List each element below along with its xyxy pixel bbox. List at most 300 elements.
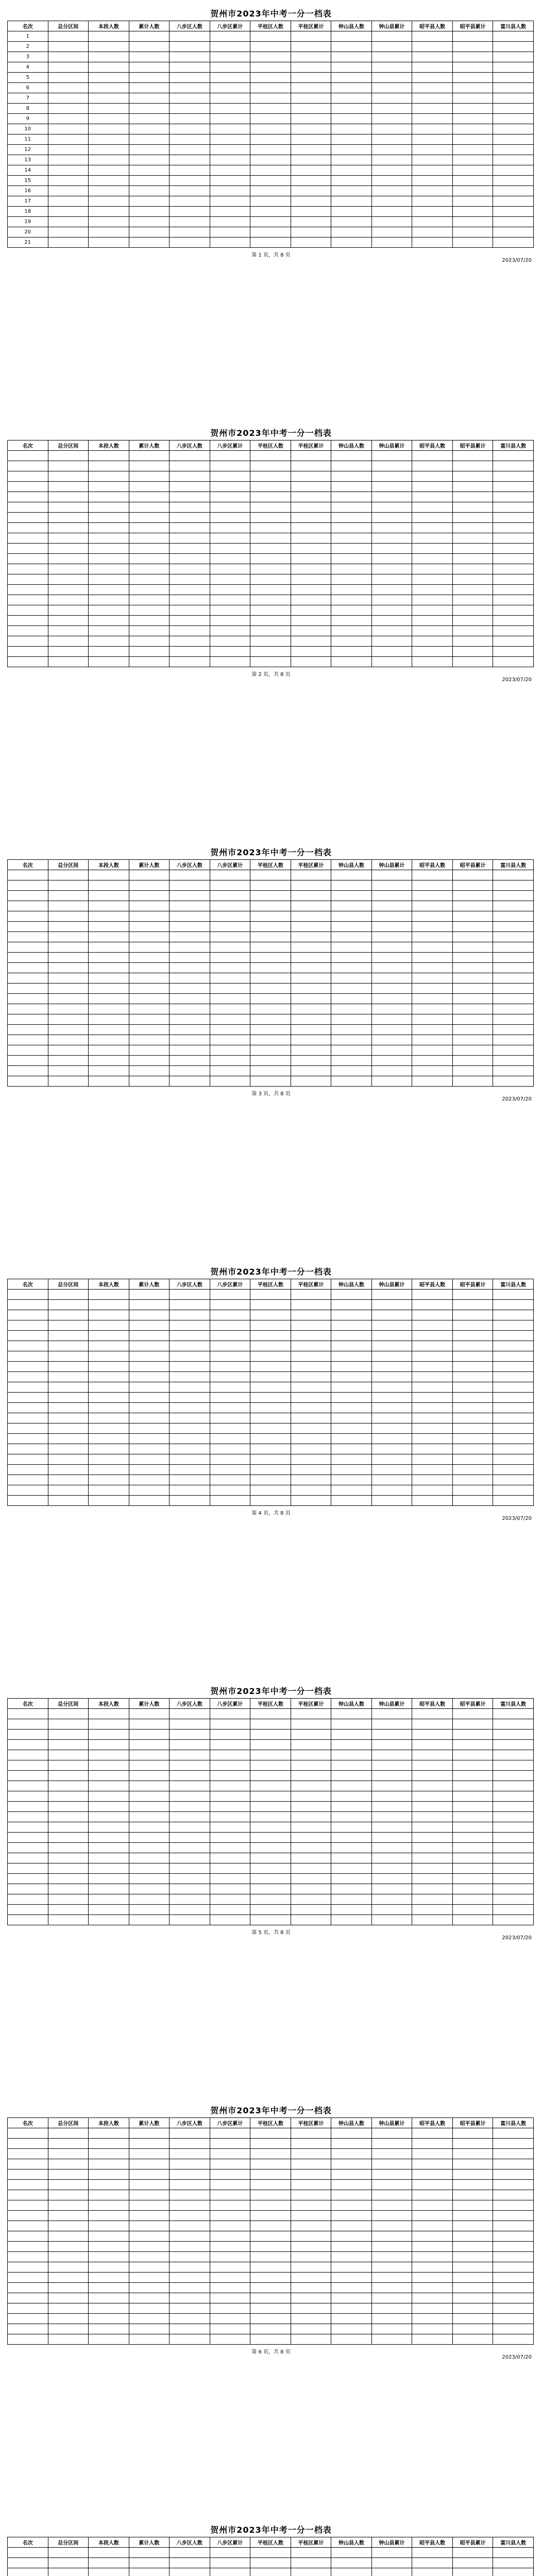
table-cell	[129, 134, 170, 145]
table-cell	[250, 492, 291, 502]
table-cell	[210, 1791, 250, 1802]
page-date: 2023/07/20	[502, 2354, 532, 2360]
table-cell	[129, 1853, 170, 1863]
table-cell	[8, 1719, 48, 1730]
table-cell	[452, 1874, 493, 1884]
table-cell	[250, 83, 291, 93]
column-header: 八步区人数	[170, 2537, 210, 2548]
table-cell	[331, 104, 372, 114]
table-row	[8, 2128, 534, 2139]
table-cell	[331, 2190, 372, 2200]
table-cell	[89, 1740, 129, 1750]
column-header: 名次	[8, 860, 48, 870]
table-cell	[291, 502, 331, 513]
table-cell	[291, 2262, 331, 2273]
table-cell	[48, 471, 89, 482]
table-cell	[129, 124, 170, 134]
column-header: 总分区间	[48, 440, 89, 451]
table-cell	[210, 1004, 250, 1014]
table-cell	[331, 1382, 372, 1393]
table-cell	[210, 585, 250, 595]
table-cell	[129, 2314, 170, 2324]
table-cell: 8	[8, 104, 48, 114]
table-cell	[170, 492, 210, 502]
table-cell	[371, 647, 412, 657]
table-cell	[493, 1341, 534, 1351]
table-row	[8, 1843, 534, 1853]
table-cell	[291, 1423, 331, 1434]
table-cell	[170, 2180, 210, 2190]
table-cell	[412, 626, 453, 636]
table-cell	[291, 1719, 331, 1730]
table-cell	[452, 2170, 493, 2180]
table-cell	[412, 104, 453, 114]
table-cell	[291, 2128, 331, 2139]
table-cell	[129, 1035, 170, 1045]
table-cell	[412, 2262, 453, 2273]
table-cell	[250, 2558, 291, 2568]
table-cell	[210, 2242, 250, 2252]
table-cell	[250, 605, 291, 616]
table-cell	[170, 1465, 210, 1475]
table-cell	[452, 2558, 493, 2568]
table-cell	[452, 1290, 493, 1300]
table-cell	[129, 1719, 170, 1730]
table-cell	[170, 62, 210, 73]
table-cell	[210, 605, 250, 616]
table-cell	[170, 1843, 210, 1853]
table-cell	[89, 482, 129, 492]
table-cell	[48, 564, 89, 574]
table-cell	[412, 52, 453, 62]
table-cell	[210, 471, 250, 482]
table-cell	[89, 636, 129, 647]
table-cell	[371, 657, 412, 667]
table-cell	[48, 2200, 89, 2211]
table-row	[8, 922, 534, 932]
table-cell	[89, 2242, 129, 2252]
table-cell	[210, 1863, 250, 1874]
column-header: 总分区间	[48, 21, 89, 31]
table-cell	[371, 1300, 412, 1310]
table-cell	[493, 165, 534, 176]
table-cell	[250, 1341, 291, 1351]
table-cell	[170, 2558, 210, 2568]
table-cell	[48, 31, 89, 42]
table-cell	[493, 1884, 534, 1894]
table-cell	[331, 1760, 372, 1771]
table-cell	[412, 2211, 453, 2221]
column-header: 八步区累计	[210, 1699, 250, 1709]
page-footer: 第 3 页，共 8 页	[251, 1091, 291, 1097]
table-cell	[331, 963, 372, 973]
table-cell	[48, 880, 89, 891]
table-cell	[493, 994, 534, 1004]
table-cell	[331, 942, 372, 953]
table-cell	[412, 207, 453, 217]
table-cell	[48, 1843, 89, 1853]
table-cell	[250, 2568, 291, 2576]
table-cell	[452, 1056, 493, 1066]
table-cell	[452, 1802, 493, 1812]
table-cell	[291, 2303, 331, 2314]
table-cell	[493, 533, 534, 544]
table-cell	[371, 1760, 412, 1771]
table-cell	[48, 134, 89, 145]
table-cell	[452, 1372, 493, 1382]
table-cell	[412, 973, 453, 984]
table-cell	[210, 227, 250, 238]
table-row	[8, 2221, 534, 2231]
table-cell	[210, 533, 250, 544]
table-cell	[89, 2283, 129, 2293]
table-cell	[371, 513, 412, 523]
table-cell	[210, 502, 250, 513]
table-cell	[452, 2314, 493, 2324]
table-cell	[48, 1771, 89, 1781]
table-cell	[452, 544, 493, 554]
table-cell	[210, 145, 250, 155]
table-cell	[210, 973, 250, 984]
table-cell	[129, 1730, 170, 1740]
page-date: 2023/07/20	[502, 677, 532, 683]
table-cell	[250, 2314, 291, 2324]
table-cell	[371, 2231, 412, 2242]
table-cell	[291, 953, 331, 963]
table-cell	[331, 217, 372, 227]
table-cell	[170, 1863, 210, 1874]
table-cell	[48, 2262, 89, 2273]
table-cell	[48, 2273, 89, 2283]
table-cell	[412, 1485, 453, 1496]
page-title: 贺州市2023年中考一分一档表	[210, 428, 332, 438]
table-cell	[170, 165, 210, 176]
table-cell	[48, 2190, 89, 2200]
table-cell	[48, 963, 89, 973]
table-cell	[170, 1853, 210, 1863]
table-cell	[493, 1905, 534, 1915]
table-cell	[291, 605, 331, 616]
table-cell	[170, 461, 210, 471]
table-cell	[493, 2170, 534, 2180]
table-cell	[291, 73, 331, 83]
table-row	[8, 616, 534, 626]
table-cell	[129, 647, 170, 657]
table-cell	[8, 2548, 48, 2558]
table-cell	[250, 1760, 291, 1771]
table-cell	[170, 523, 210, 533]
table-cell	[291, 104, 331, 114]
table-cell	[291, 1056, 331, 1066]
column-header: 八步区累计	[210, 2118, 250, 2128]
table-cell	[493, 1874, 534, 1884]
table-cell	[48, 932, 89, 942]
column-header: 八步区人数	[170, 21, 210, 31]
table-cell	[412, 145, 453, 155]
table-cell	[412, 227, 453, 238]
table-cell	[452, 1382, 493, 1393]
table-cell	[89, 1454, 129, 1465]
table-cell	[170, 636, 210, 647]
table-cell	[493, 647, 534, 657]
table-cell	[129, 891, 170, 901]
table-cell	[412, 533, 453, 544]
table-cell	[170, 585, 210, 595]
table-cell	[331, 1423, 372, 1434]
table-cell	[493, 595, 534, 605]
table-cell	[412, 616, 453, 626]
table-cell	[412, 1331, 453, 1341]
table-cell	[452, 1300, 493, 1310]
table-cell	[250, 502, 291, 513]
table-cell	[210, 953, 250, 963]
table-cell	[129, 1822, 170, 1833]
table-cell	[210, 616, 250, 626]
table-cell	[129, 93, 170, 104]
table-cell	[48, 1351, 89, 1362]
column-header: 钟山县人数	[331, 2537, 372, 2548]
table-cell	[412, 1423, 453, 1434]
column-header: 富川县人数	[493, 860, 534, 870]
table-cell	[452, 502, 493, 513]
table-cell	[452, 554, 493, 564]
table-row	[8, 1740, 534, 1750]
table-cell	[170, 2262, 210, 2273]
table-cell	[452, 1454, 493, 1465]
table-cell	[8, 544, 48, 554]
table-cell	[129, 461, 170, 471]
table-cell	[331, 1709, 372, 1719]
table-cell	[331, 1035, 372, 1045]
table-cell	[48, 1045, 89, 1056]
table-cell	[210, 523, 250, 533]
table-cell	[371, 1791, 412, 1802]
table-cell	[452, 2334, 493, 2345]
table-cell	[250, 564, 291, 574]
table-cell	[210, 1413, 250, 1423]
table-cell	[210, 2262, 250, 2273]
table-cell	[8, 1004, 48, 1014]
column-header: 平桂区人数	[250, 2118, 291, 2128]
table-cell	[452, 1884, 493, 1894]
table-cell	[493, 176, 534, 186]
table-cell	[89, 657, 129, 667]
table-cell	[493, 186, 534, 196]
table-cell	[170, 2568, 210, 2576]
column-header: 昭平县人数	[412, 21, 453, 31]
table-cell	[210, 911, 250, 922]
table-cell	[210, 1423, 250, 1434]
table-cell	[331, 605, 372, 616]
table-cell	[8, 1423, 48, 1434]
table-cell	[291, 1025, 331, 1035]
table-cell	[210, 2159, 250, 2170]
table-cell	[250, 2221, 291, 2231]
table-cell	[8, 2303, 48, 2314]
table-cell	[129, 1874, 170, 1884]
score-table	[7, 21, 534, 248]
table-cell	[291, 1802, 331, 1812]
table-cell	[250, 1403, 291, 1413]
table-cell	[129, 2211, 170, 2221]
table-cell	[291, 585, 331, 595]
table-cell	[250, 1905, 291, 1915]
table-row	[8, 1454, 534, 1465]
table-cell	[129, 492, 170, 502]
table-cell	[89, 1822, 129, 1833]
table-cell	[493, 2242, 534, 2252]
table-cell	[89, 2211, 129, 2221]
table-cell	[48, 83, 89, 93]
table-cell	[170, 1884, 210, 1894]
table-cell	[89, 1056, 129, 1066]
table-cell	[412, 2568, 453, 2576]
table-cell	[493, 963, 534, 973]
table-cell	[250, 451, 291, 461]
table-cell	[291, 2231, 331, 2242]
table-cell	[210, 1320, 250, 1331]
table-row	[8, 1812, 534, 1822]
table-cell	[8, 1905, 48, 1915]
table-cell	[210, 2558, 250, 2568]
table-cell	[412, 217, 453, 227]
column-header: 昭平县人数	[412, 1699, 453, 1709]
table-cell	[493, 52, 534, 62]
table-cell	[412, 564, 453, 574]
table-cell	[250, 1320, 291, 1331]
table-cell	[371, 1454, 412, 1465]
table-cell	[412, 1771, 453, 1781]
table-cell	[452, 513, 493, 523]
table-cell	[210, 114, 250, 124]
column-header: 平桂区累计	[291, 21, 331, 31]
table-cell	[371, 544, 412, 554]
table-cell	[89, 31, 129, 42]
table-cell	[291, 1014, 331, 1025]
table-cell	[371, 2200, 412, 2211]
table-cell	[452, 1066, 493, 1076]
table-cell	[170, 984, 210, 994]
table-cell	[250, 52, 291, 62]
table-cell	[8, 564, 48, 574]
table-cell	[48, 238, 89, 248]
table-cell	[170, 1382, 210, 1393]
table-cell	[89, 2262, 129, 2273]
table-cell	[170, 2293, 210, 2303]
table-cell	[170, 2128, 210, 2139]
table-cell: 5	[8, 73, 48, 83]
table-cell	[129, 2170, 170, 2180]
table-cell	[129, 2293, 170, 2303]
table-cell	[8, 482, 48, 492]
table-cell	[210, 1372, 250, 1382]
table-row	[8, 2293, 534, 2303]
table-cell	[210, 2314, 250, 2324]
table-cell	[8, 2180, 48, 2190]
table-cell	[89, 574, 129, 585]
table-cell	[210, 1719, 250, 1730]
table-cell	[291, 1812, 331, 1822]
table-cell	[331, 953, 372, 963]
table-cell	[452, 1465, 493, 1475]
table-cell	[452, 994, 493, 1004]
table-cell	[250, 31, 291, 42]
table-cell	[493, 1403, 534, 1413]
table-row	[8, 93, 534, 104]
table-cell	[8, 1056, 48, 1066]
table-row	[8, 73, 534, 83]
table-cell	[452, 1004, 493, 1014]
table-cell	[291, 595, 331, 605]
table-cell	[48, 461, 89, 471]
table-cell	[452, 238, 493, 248]
table-cell	[371, 1485, 412, 1496]
table-cell	[331, 2314, 372, 2324]
column-header: 八步区累计	[210, 2537, 250, 2548]
table-cell	[493, 1434, 534, 1444]
table-cell	[291, 554, 331, 564]
table-cell	[8, 1750, 48, 1760]
table-cell	[8, 1884, 48, 1894]
table-cell	[412, 953, 453, 963]
table-cell	[89, 1863, 129, 1874]
table-cell: 6	[8, 83, 48, 93]
table-cell	[452, 2324, 493, 2334]
table-cell	[89, 461, 129, 471]
table-cell	[129, 1894, 170, 1905]
table-cell	[493, 2200, 534, 2211]
table-row	[8, 1045, 534, 1056]
table-cell	[89, 901, 129, 911]
table-cell	[412, 1709, 453, 1719]
table-cell	[493, 2221, 534, 2231]
table-cell	[89, 1300, 129, 1310]
table-cell	[452, 1915, 493, 1925]
table-cell	[250, 461, 291, 471]
score-table	[7, 2537, 534, 2576]
table-cell	[493, 1045, 534, 1056]
table-cell	[8, 554, 48, 564]
table-cell	[493, 451, 534, 461]
table-cell	[250, 891, 291, 901]
table-cell	[8, 2242, 48, 2252]
table-cell	[129, 1403, 170, 1413]
table-cell	[210, 891, 250, 901]
table-cell	[250, 2334, 291, 2345]
table-cell	[129, 2159, 170, 2170]
table-cell	[371, 963, 412, 973]
table-cell	[291, 2324, 331, 2334]
table-cell	[250, 2283, 291, 2293]
table-cell	[412, 1894, 453, 1905]
table-cell	[331, 1791, 372, 1802]
table-cell	[210, 2324, 250, 2334]
table-cell	[89, 1035, 129, 1045]
table-row	[8, 1056, 534, 1066]
table-cell	[412, 1341, 453, 1351]
table-cell	[210, 595, 250, 605]
table-cell	[89, 1362, 129, 1372]
table-cell	[291, 1076, 331, 1087]
table-cell	[129, 585, 170, 595]
table-cell	[371, 1771, 412, 1781]
column-header: 昭平县累计	[452, 21, 493, 31]
table-cell	[48, 2221, 89, 2231]
table-cell	[452, 42, 493, 52]
table-cell	[129, 2128, 170, 2139]
table-cell	[89, 1403, 129, 1413]
table-cell	[331, 134, 372, 145]
